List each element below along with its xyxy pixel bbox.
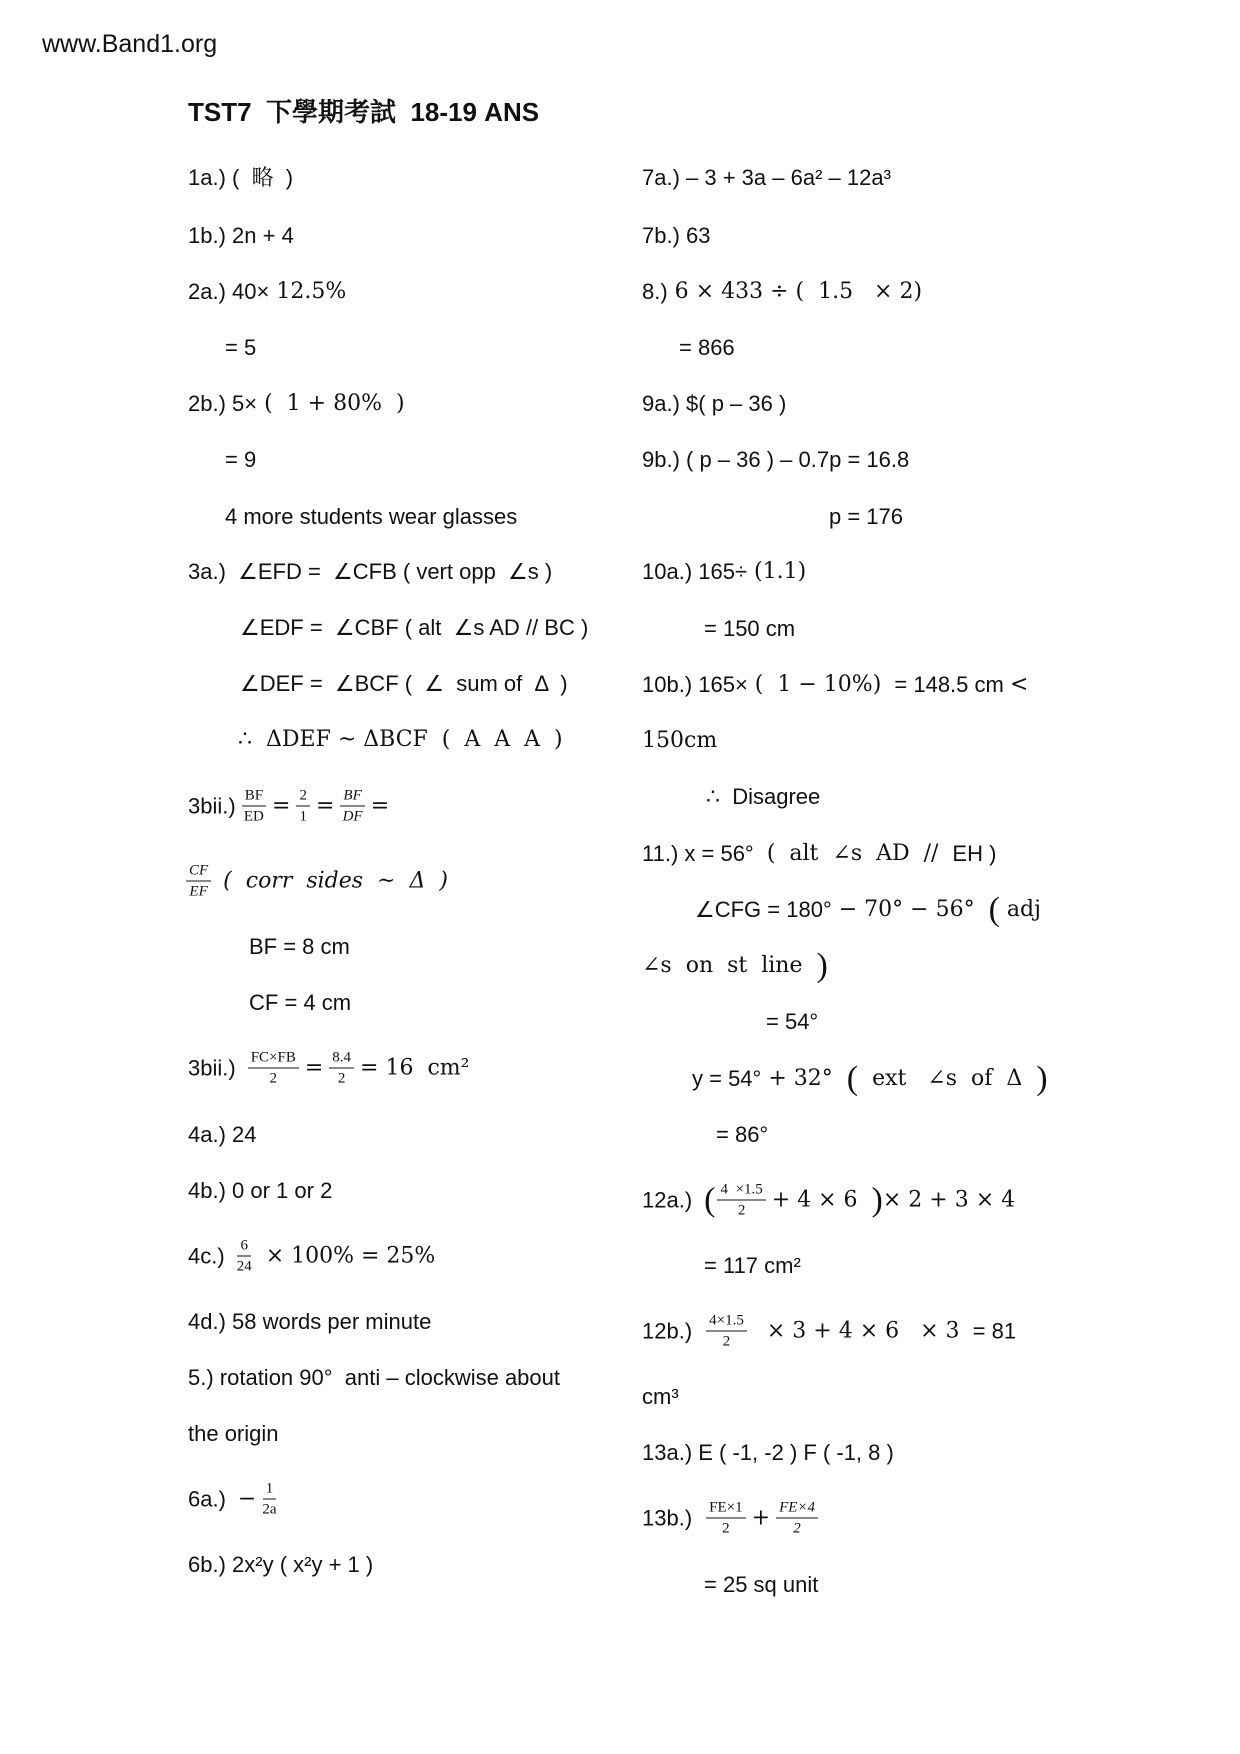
result: × 100% = 25% (265, 1243, 436, 1268)
answer-7a: 7a.) – 3 + 3a – 6a² – 12a³ (642, 165, 891, 190)
numerator: CF (186, 862, 211, 882)
denominator: 2 (269, 1070, 278, 1087)
answer-6a (188, 1480, 283, 1519)
answer-9b: 9b.) ( p – 36 ) – 0.7p = 16.8 (642, 447, 910, 472)
fraction (237, 1237, 252, 1276)
answer-6b: 6b.) 2x²y ( x²y + 1 ) (188, 1552, 374, 1577)
answer-7b: 7b.) 63 (642, 223, 711, 248)
fraction (717, 1181, 765, 1220)
answer-12a-result: = 117 cm² (704, 1253, 801, 1278)
denominator: DF (342, 808, 363, 825)
label: 10b.) 165× (642, 672, 748, 697)
fraction (706, 1499, 745, 1538)
answer-10b (642, 670, 1028, 700)
numerator: 6 (237, 1237, 251, 1257)
label: y = 54° (692, 1066, 762, 1091)
answer-2b-result: = 9 (225, 447, 257, 472)
reason: ( corr sides ~ Δ ) (223, 868, 448, 893)
numerator: BF (340, 787, 364, 807)
denominator: 2 (737, 1202, 746, 1219)
answer-2b (188, 389, 405, 419)
label: 13b.) (642, 1505, 693, 1530)
paren: ( (704, 1181, 716, 1218)
equals: = (315, 793, 335, 818)
answer-13b (642, 1499, 824, 1538)
answer-3bi (188, 787, 389, 826)
reason: ( alt ∠s AD // (759, 841, 953, 866)
denominator: 2 (722, 1333, 731, 1350)
reason: ext ∠s of Δ (858, 1066, 1037, 1091)
numerator: BF (242, 787, 266, 807)
paren: ) (871, 1181, 883, 1218)
answer-1a: 1a.) ( 略 ) (188, 165, 294, 190)
math: + 32° (761, 1066, 847, 1091)
answer-bf: BF = 8 cm (249, 934, 350, 959)
numerator: FE×1 (706, 1499, 745, 1519)
label: 3bii.) (188, 1055, 236, 1080)
numerator: 8.4 (329, 1049, 354, 1069)
answer-11-line5 (692, 1060, 1048, 1097)
numerator: FE×4 (776, 1499, 818, 1519)
answer-13a: 13a.) E ( -1, -2 ) F ( -1, 8 ) (642, 1440, 894, 1465)
denominator: 1 (299, 808, 307, 825)
answer-3bii (188, 1049, 469, 1088)
answer-9a: 9a.) $( p – 36 ) (642, 391, 787, 416)
page-title: TST7 下學期考試 18-19 ANS (188, 97, 540, 127)
site-watermark: www.Band1.org (42, 30, 218, 58)
answer-3a-line1: 3a.) ∠EFD = ∠CFB ( vert opp ∠s ) (188, 559, 553, 584)
equals: = (272, 793, 291, 818)
fraction (340, 787, 364, 826)
result: = 81 (966, 1318, 1017, 1343)
denominator: ED (243, 808, 264, 825)
answer-12b-cont: cm³ (642, 1384, 679, 1409)
numerator: FC×FB (248, 1049, 299, 1069)
fraction (186, 862, 211, 901)
fraction (262, 1480, 276, 1519)
answer-3a-line2: ∠EDF = ∠CBF ( alt ∠s AD // BC ) (240, 615, 589, 640)
math: ( 1 + 80% ) (257, 391, 405, 416)
answer-10a (642, 557, 806, 587)
numerator: 2 (296, 787, 310, 807)
paren: ) (816, 947, 828, 984)
math: 12.5% (269, 279, 347, 304)
label: 4c.) (188, 1243, 225, 1268)
numerator: 4×1.5 (706, 1312, 747, 1332)
answer-11 (642, 839, 996, 869)
label: 12b.) (642, 1318, 693, 1343)
answer-11-line3 (642, 947, 828, 984)
answer-10b-conclusion: ∴ Disagree (706, 784, 821, 809)
paren: ( (988, 891, 1000, 928)
label: 2b.) 5× (188, 391, 258, 416)
label: 3bii.) (188, 793, 236, 818)
answer-13b-result: = 25 sq unit (704, 1572, 819, 1597)
paren: ( (846, 1060, 859, 1097)
answer-2a (188, 277, 346, 307)
label: 12a.) (642, 1187, 693, 1212)
answer-9b-result: p = 176 (829, 504, 904, 529)
denominator: 24 (236, 1258, 252, 1275)
paren: ) (1036, 1060, 1048, 1097)
plus: + (751, 1505, 771, 1530)
label: ∠CFG = 180° (695, 897, 832, 922)
minus: − (237, 1486, 257, 1511)
label: 8.) (642, 279, 668, 304)
denominator: EF (189, 883, 208, 900)
math: + 4 × 6 (771, 1187, 872, 1212)
answer-12b (642, 1312, 1016, 1351)
numerator: 1 (263, 1480, 277, 1500)
denominator: 2 (337, 1070, 346, 1087)
label: 2a.) 40× (188, 279, 270, 304)
answer-5-cont: the origin (188, 1421, 279, 1446)
answer-3a-conclusion: ∴ ΔDEF ~ ΔBCF ( A A A ) (238, 727, 563, 752)
answer-8 (642, 277, 922, 307)
denominator: 2 (793, 1520, 801, 1537)
answer-3a-line3: ∠DEF = ∠BCF ( ∠ sum of Δ ) (240, 671, 568, 696)
answer-10b-cont: 150cm (642, 728, 718, 753)
fraction (706, 1312, 747, 1351)
less-than: < (1009, 672, 1029, 697)
reason-end: EH ) (952, 841, 997, 866)
answer-4a: 4a.) 24 (188, 1122, 257, 1147)
math: 6 × 433 ÷ ( 1.5 × 2) (667, 279, 923, 304)
answer-10a-result: = 150 cm (704, 616, 796, 641)
fraction (329, 1049, 354, 1088)
denominator: 2 (722, 1520, 730, 1537)
fraction (242, 787, 266, 826)
answer-5: 5.) rotation 90° anti – clockwise about (188, 1365, 561, 1390)
answer-4b: 4b.) 0 or 1 or 2 (188, 1178, 333, 1203)
answer-11-line2 (695, 891, 1041, 928)
math: − 70° − 56° (831, 897, 989, 922)
answer-2a-result: = 5 (225, 335, 257, 360)
numerator: 4 ×1.5 (717, 1181, 765, 1201)
math: × 3 + 4 × 6 × 3 (752, 1318, 967, 1343)
answer-3bi-cont (186, 862, 448, 901)
answer-11-result2: = 86° (716, 1122, 769, 1147)
reason: adj (999, 897, 1041, 922)
result: = 148.5 cm (888, 672, 1010, 697)
fraction (296, 787, 310, 826)
fraction (776, 1499, 818, 1538)
answer-cf: CF = 4 cm (249, 990, 352, 1015)
equals: = (370, 793, 390, 818)
answer-1b: 1b.) 2n + 4 (188, 223, 294, 248)
fraction (248, 1049, 299, 1088)
answer-2b-conclusion: 4 more students wear glasses (225, 504, 518, 529)
denominator: 2a (262, 1501, 277, 1518)
label: 6a.) (188, 1486, 226, 1511)
math: × 2 + 3 × 4 (882, 1187, 1016, 1212)
label: 11.) x = 56° (642, 841, 760, 866)
result: = 16 cm² (360, 1055, 470, 1080)
answer-4c (188, 1237, 435, 1276)
math: (1.1) (747, 559, 807, 584)
answer-11-result1: = 54° (766, 1009, 819, 1034)
answer-12a (642, 1181, 1015, 1220)
math: ( 1 − 10%) (747, 672, 889, 697)
label: 10a.) 165÷ (642, 559, 748, 584)
reason: ∠s on st line (642, 953, 817, 978)
equals: = (304, 1055, 324, 1080)
answer-8-result: = 866 (679, 335, 735, 360)
answer-4d: 4d.) 58 words per minute (188, 1309, 432, 1334)
